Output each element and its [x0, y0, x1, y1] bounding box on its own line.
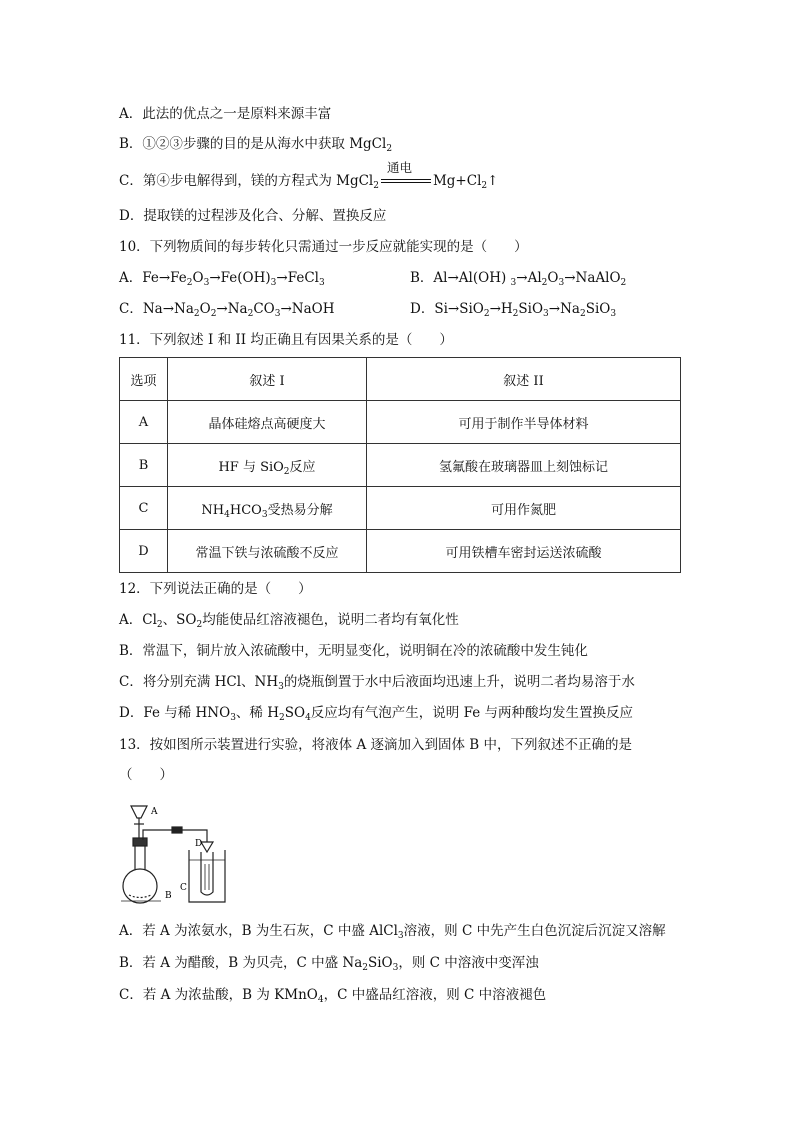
- table-row: [120, 401, 681, 444]
- row-statement-1: 常温下铁与浓硫酸不反应: [168, 530, 367, 573]
- q9-option-a: A．此法的优点之一是原料来源丰富: [119, 106, 332, 122]
- label-c: C: [180, 883, 187, 893]
- inverted-funnel-d: [201, 842, 213, 852]
- dropping-funnel: [131, 806, 147, 818]
- q13-paren: （ ）: [119, 767, 173, 783]
- q10-option-c: C．$Na\to Na_2O_2\to Na_2CO_3\to NaOH$: [119, 301, 335, 319]
- row-statement-2: 可用铁槽车密封运送浓硫酸: [367, 530, 681, 573]
- label-b: B: [165, 891, 172, 901]
- flask-stopper: [133, 838, 147, 846]
- q10-option-d: D．$Si\to SiO_2\to H_2SiO_3\to Na_2SiO_3$: [410, 301, 617, 319]
- q10-option-a: A．$Fe\to Fe_2O_3\to Fe(OH)_3\to FeCl_3$: [119, 270, 325, 288]
- beaker: [189, 850, 225, 902]
- round-bottom-flask: [123, 869, 157, 903]
- table-row: [120, 530, 681, 573]
- header-statement-1: 叙述 I: [168, 358, 367, 401]
- row-statement-1: 晶体硅熔点高硬度大: [168, 401, 367, 444]
- table-row: [120, 444, 681, 487]
- q11-stem: 11．下列叙述 I 和 II 均正确且有因果关系的是（ ）: [119, 332, 453, 348]
- header-statement-2: 叙述 II: [367, 358, 681, 401]
- q10-stem: 10．下列物质间的每步转化只需通过一步反应就能实现的是（ ）: [119, 239, 528, 255]
- q13-option-a: A．若 A 为浓氨水，B 为生石灰，C 中盛 AlCl$_3$溶液，则 C 中先产生白色沉淀后沉淀又溶解: [119, 923, 666, 941]
- q9-option-c: C．第④步电解得到，镁的方程式为 MgCl$_2$ 通电 $Mg+Cl_2↑$: [119, 160, 499, 191]
- q9-option-d: D．提取镁的过程涉及化合、分解、置换反应: [119, 208, 387, 224]
- row-statement-2: 可用作氮肥: [367, 487, 681, 530]
- label-d: D: [195, 839, 203, 849]
- row-statement-1: $NH_4HCO_3$受热易分解: [168, 487, 367, 530]
- q12-option-c: C．将分别充满 HCl、$NH_3$的烧瓶倒置于水中后液面均迅速上升，说明二者均易溶于水: [119, 674, 635, 692]
- electrolysis-arrow: 通电: [381, 172, 431, 190]
- q11-table: [119, 357, 681, 573]
- q12-option-a: A．$Cl_2$、$SO_2$均能使品红溶液褪色，说明二者均有氧化性: [119, 612, 459, 630]
- q12-option-d: D．Fe 与稀 $HNO_3$、稀 $H_2SO_4$反应均有气泡产生，说明 Fe 与两种酸均发生置换反应: [119, 705, 633, 723]
- q13-option-b: B．若 A 为醋酸，B 为贝壳，C 中盛 $Na_2SiO_3$，则 C 中溶液中变浑浊: [119, 955, 539, 973]
- tube-connector: [172, 827, 182, 833]
- q13-option-c: C．若 A 为浓盐酸，B 为 KMnO$_4$，C 中盛品红溶液，则 C 中溶液褪色: [119, 987, 547, 1005]
- lab-apparatus-figure: [117, 800, 257, 910]
- q10-option-b: B．Al→Al(OH) $_3\to Al_2O_3\to NaAlO_2$: [410, 270, 627, 288]
- row-option: C: [120, 487, 168, 530]
- table-row: [120, 487, 681, 530]
- q13-stem: 13．按如图所示装置进行实验，将液体 A 逐滴加入到固体 B 中，下列叙述不正确的是: [119, 737, 633, 753]
- solid-b: [129, 895, 151, 898]
- label-a: A: [151, 807, 158, 817]
- row-statement-2: 氢氟酸在玻璃器皿上刻蚀标记: [367, 444, 681, 487]
- row-option: A: [120, 401, 168, 444]
- row-statement-2: 可用于制作半导体材料: [367, 401, 681, 444]
- row-option: B: [120, 444, 168, 487]
- row-option: D: [120, 530, 168, 573]
- table-header-row: [120, 358, 681, 401]
- test-tube-c: [201, 852, 213, 895]
- q12-stem: 12．下列说法正确的是（ ）: [119, 581, 312, 597]
- q12-option-b: B．常温下，铜片放入浓硫酸中，无明显变化，说明铜在冷的浓硫酸中发生钝化: [119, 643, 588, 659]
- header-option: 选项: [120, 358, 168, 401]
- q9-option-b: B．①②③步骤的目的是从海水中获取 MgCl$_2$: [119, 136, 393, 154]
- row-statement-1: HF 与 SiO$_2$反应: [168, 444, 367, 487]
